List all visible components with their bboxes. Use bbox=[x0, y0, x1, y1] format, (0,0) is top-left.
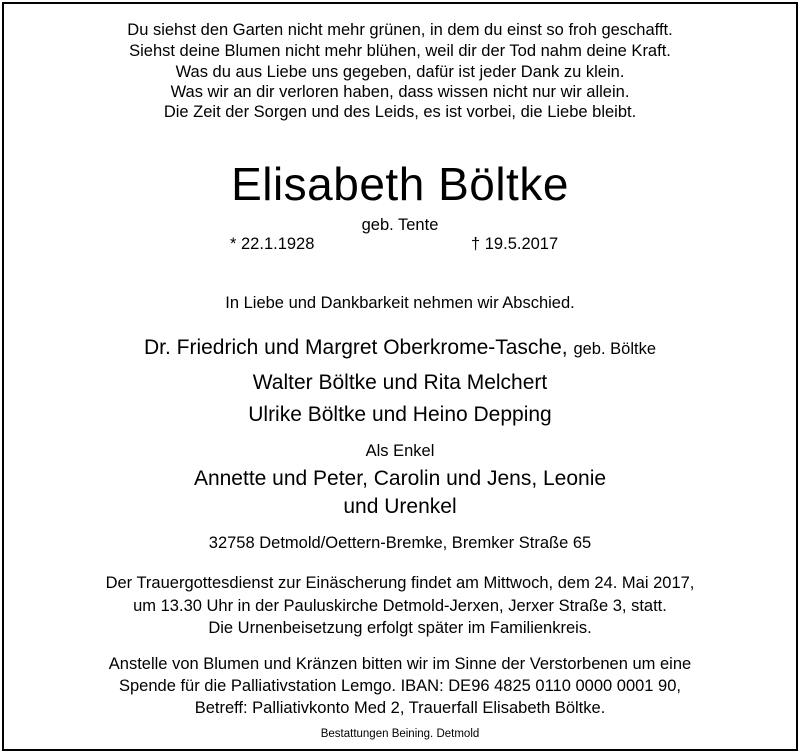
poem-line: Was du aus Liebe uns gegeben, dafür ist jeder Dank zu klein. bbox=[175, 63, 625, 81]
undertaker-credit: Bestattungen Beining. Detmold bbox=[320, 728, 480, 740]
grandchildren-label: Als Enkel bbox=[365, 442, 435, 460]
death-date: † 19.5.2017 bbox=[471, 235, 559, 253]
great-grandchildren: und Urenkel bbox=[343, 495, 457, 518]
grandchildren-names: Annette und Peter, Carolin und Jens, Leonie bbox=[193, 467, 607, 490]
service-line: Die Urnenbeisetzung erfolgt später im Familienkreis. bbox=[208, 619, 592, 637]
life-dates bbox=[4, 235, 796, 255]
family-address: 32758 Detmold/Oettern-Bremke, Bremker Straße 65 bbox=[208, 534, 592, 552]
donation-line: Betreff: Palliativkonto Med 2, Trauerfall Elisabeth Böltke. bbox=[194, 699, 606, 717]
poem-line: Du siehst den Garten nicht mehr grünen, in dem du einst so froh geschafft. bbox=[127, 21, 673, 39]
deceased-name: Elisabeth Böltke bbox=[231, 158, 569, 210]
poem-line: Siehst deine Blumen nicht mehr blühen, weil dir der Tod nahm deine Kraft. bbox=[129, 42, 671, 60]
obituary-notice bbox=[2, 2, 798, 751]
mourner-names: Dr. Friedrich und Margret Oberkrome-Tasche, bbox=[143, 336, 568, 359]
mourner-line: Walter Böltke und Rita Melchert bbox=[252, 371, 548, 394]
mourner-birth-name: geb. Böltke bbox=[573, 340, 657, 358]
mourner-line bbox=[4, 335, 796, 362]
donation-line: Spende für die Palliativstation Lemgo. IBAN: DE96 4825 0110 0000 0001 90, bbox=[119, 677, 681, 695]
poem-line: Die Zeit der Sorgen und des Leids, es ist vorbei, die Liebe bleibt. bbox=[163, 103, 637, 121]
donation-line: Anstelle von Blumen und Kränzen bitten wir im Sinne der Verstorbenen um eine bbox=[108, 655, 692, 673]
poem-line: Was wir an dir verloren haben, dass wissen nicht nur wir allein. bbox=[170, 83, 630, 101]
service-line: Der Trauergottesdienst zur Einäscherung findet am Mittwoch, dem 24. Mai 2017, bbox=[105, 574, 695, 592]
birth-date: * 22.1.1928 bbox=[230, 235, 315, 253]
farewell-text: In Liebe und Dankbarkeit nehmen wir Abschied. bbox=[225, 294, 575, 312]
service-line: um 13.30 Uhr in der Pauluskirche Detmold-Jerxen, Jerxer Straße 3, statt. bbox=[133, 597, 667, 615]
mourner-line: Ulrike Böltke und Heino Depping bbox=[248, 403, 552, 426]
birth-name: geb. Tente bbox=[361, 216, 439, 234]
